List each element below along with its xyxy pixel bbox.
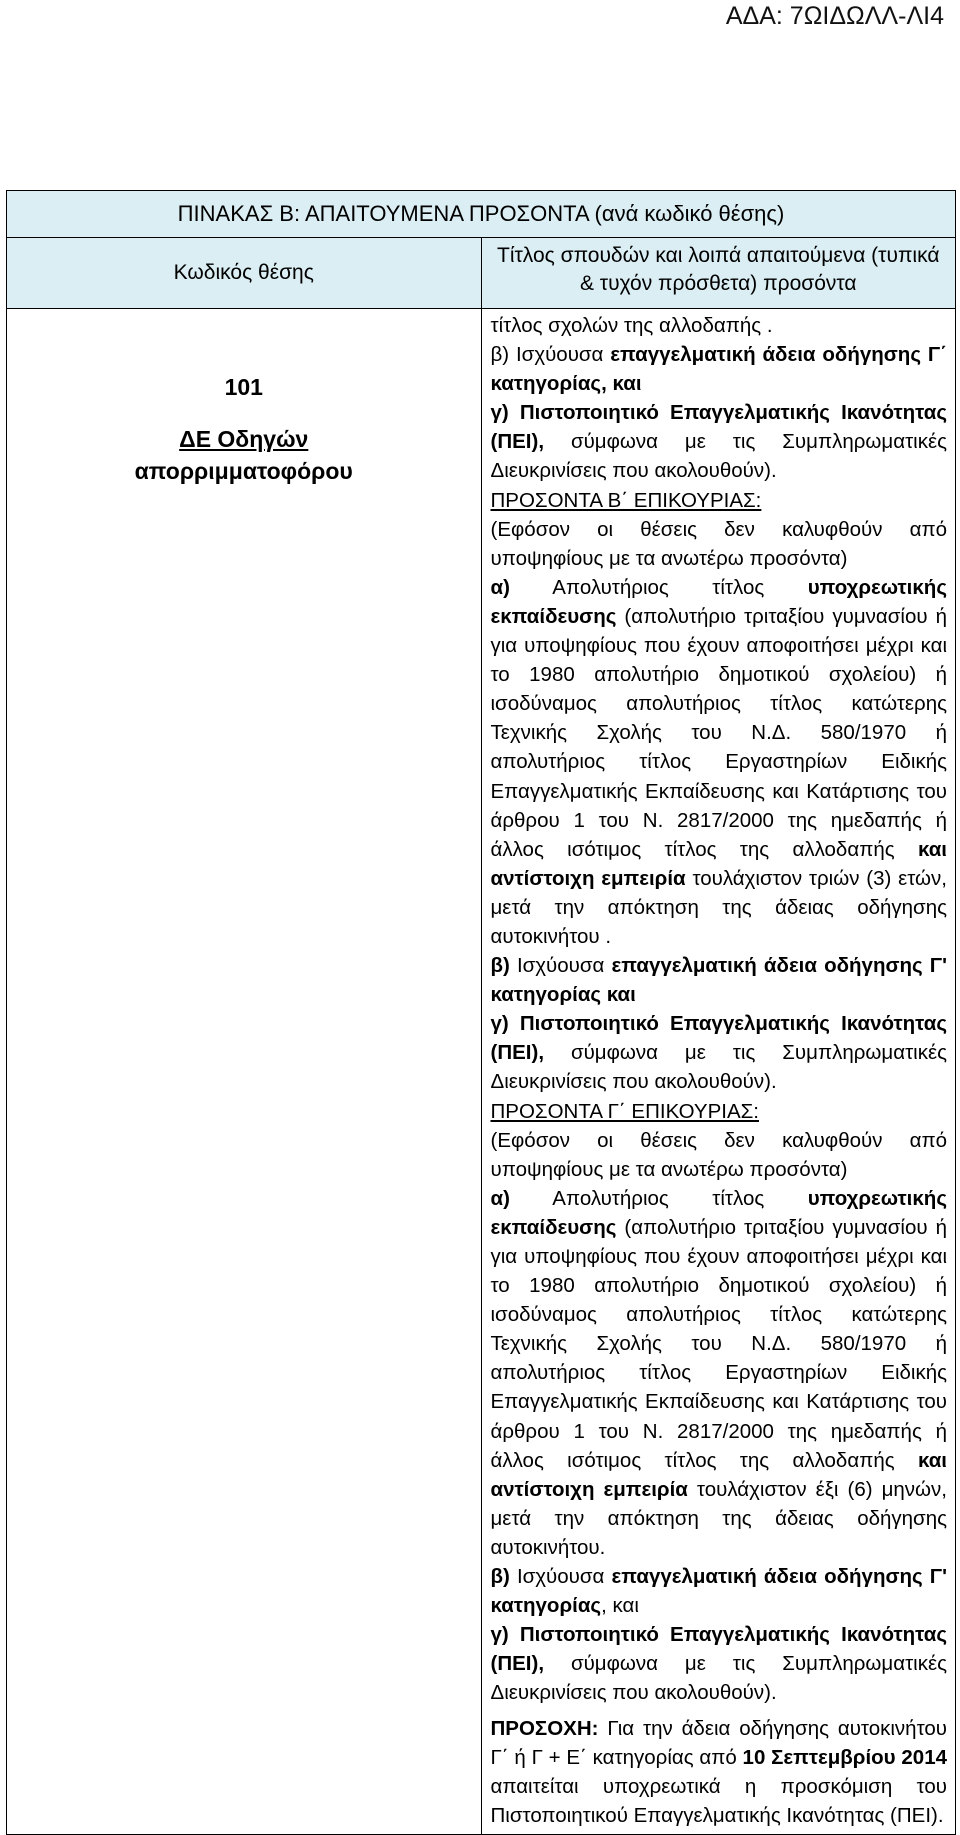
- requirements-cell: [481, 309, 956, 1835]
- table-row: [7, 309, 956, 1835]
- section-b-item-b: β) Ισχύουσα επαγγελματική άδεια οδήγησης Γ' κατηγορίας και: [490, 954, 947, 1007]
- req-top-b: β) Ισχύουσα επαγγελματική άδεια οδήγησης Γ΄ κατηγορίας, και: [490, 343, 947, 396]
- table-header-row: [7, 238, 956, 309]
- section-c-item-b: β) Ισχύουσα επαγγελματική άδεια οδήγησης Γ' κατηγορίας, και: [490, 1565, 947, 1618]
- section-c-item-a: α) Απολυτήριος τίτλος υποχρεωτικής εκπαίδευσης (απολυτήριο τριταξίου γυμνασίου ή για υποψηφίους που έχουν αποφοιτήσει μέχρι και το 1980 απολυτήριο δημοτικού σχολείου) ή ισοδύναμος απολυτήριος τίτλος κατώτερης Τεχνικής Σχολής του Ν.Δ. 580/1970 ή απολυτήριος τίτλος Εργαστηρίων Ειδικής Επαγγελματικής Εκπαίδευσης και Κατάρτισης του άρθρου 1 του Ν. 2817/2000 της ημεδαπής ή άλλος ισότιμος τίτλος της αλλοδαπής και αντίστοιχη εμπειρία τουλάχιστον έξι (6) μηνών, μετά την απόκτηση της άδειας οδήγησης αυτοκινήτου.: [490, 1186, 948, 1559]
- position-title-line2: απορριμματοφόρου: [134, 458, 353, 484]
- req-top-c: γ) Πιστοποιητικό Επαγγελματικής Ικανότητας (ΠΕΙ), σύμφωνα με τις Συμπληρωματικές Διευκρινίσεις που ακολουθούν).: [490, 401, 947, 483]
- attention-note: ΠΡΟΣΟΧΗ: Για την άδεια οδήγησης αυτοκινήτου Γ΄ ή Γ + Ε΄ κατηγορίας από 10 Σεπτεμβρίου 2014 απαιτείται υποχρεωτικά η προσκόμιση του Πιστοποιητικού Επαγγελματικής Ικανότητας (ΠΕΙ).: [490, 1716, 947, 1827]
- section-b-intro: (Εφόσον οι θέσεις δεν καλυφθούν από υποψηφίους με τα ανωτέρω προσόντα): [490, 517, 947, 570]
- section-b-item-c: γ) Πιστοποιητικό Επαγγελματικής Ικανότητας (ΠΕΙ), σύμφωνα με τις Συμπληρωματικές Διευκρινίσεις που ακολουθούν).: [490, 1012, 947, 1094]
- position-code-cell: [7, 309, 482, 1835]
- document-ada-code: ΑΔΑ: 7ΩΙΔΩΛΛ-ΛΙ4: [725, 2, 944, 30]
- column-header-code: Κωδικός θέσης: [7, 238, 482, 309]
- req-continuation: τίτλος σχολών της αλλοδαπής .: [490, 314, 773, 337]
- section-c-intro: (Εφόσον οι θέσεις δεν καλυφθούν από υποψηφίους με τα ανωτέρω προσόντα): [490, 1128, 947, 1181]
- section-c-item-c: γ) Πιστοποιητικό Επαγγελματικής Ικανότητας (ΠΕΙ), σύμφωνα με τις Συμπληρωματικές Διευκρινίσεις που ακολουθούν).: [490, 1623, 947, 1705]
- table-title: ΠΙΝΑΚΑΣ Β: ΑΠΑΙΤΟΥΜΕΝΑ ΠΡΟΣΟΝΤΑ (ανά κωδικό θέσης): [7, 191, 956, 238]
- position-title-line1: ΔΕ Οδηγών: [179, 426, 309, 452]
- column-header-requirements: Τίτλος σπουδών και λοιπά απαιτούμενα (τυπικά & τυχόν πρόσθετα) προσόντα: [481, 238, 956, 309]
- table-title-row: [7, 191, 956, 238]
- section-b-item-a: α) Απολυτήριος τίτλος υποχρεωτικής εκπαίδευσης (απολυτήριο τριταξίου γυμνασίου ή για υποψηφίους που έχουν αποφοιτήσει μέχρι και το 1980 απολυτήριο δημοτικού σχολείου) ή ισοδύναμος απολυτήριος τίτλος κατώτερης Τεχνικής Σχολής του Ν.Δ. 580/1970 ή απολυτήριος τίτλος Εργαστηρίων Ειδικής Επαγγελματικής Εκπαίδευσης και Κατάρτισης του άρθρου 1 του Ν. 2817/2000 της ημεδαπής ή άλλος ισότιμος τίτλος της αλλοδαπής και αντίστοιχη εμπειρία τουλάχιστον τριών (3) ετών, μετά την απόκτηση της άδειας οδήγησης αυτοκινήτου .: [490, 575, 947, 948]
- requirements-table: [6, 190, 956, 1835]
- section-c-heading: ΠΡΟΣΟΝΤΑ Γ΄ ΕΠΙΚΟΥΡΙΑΣ:: [490, 1099, 759, 1123]
- section-b-heading: ΠΡΟΣΟΝΤΑ Β΄ ΕΠΙΚΟΥΡΙΑΣ:: [490, 488, 762, 512]
- position-code: 101: [224, 374, 263, 400]
